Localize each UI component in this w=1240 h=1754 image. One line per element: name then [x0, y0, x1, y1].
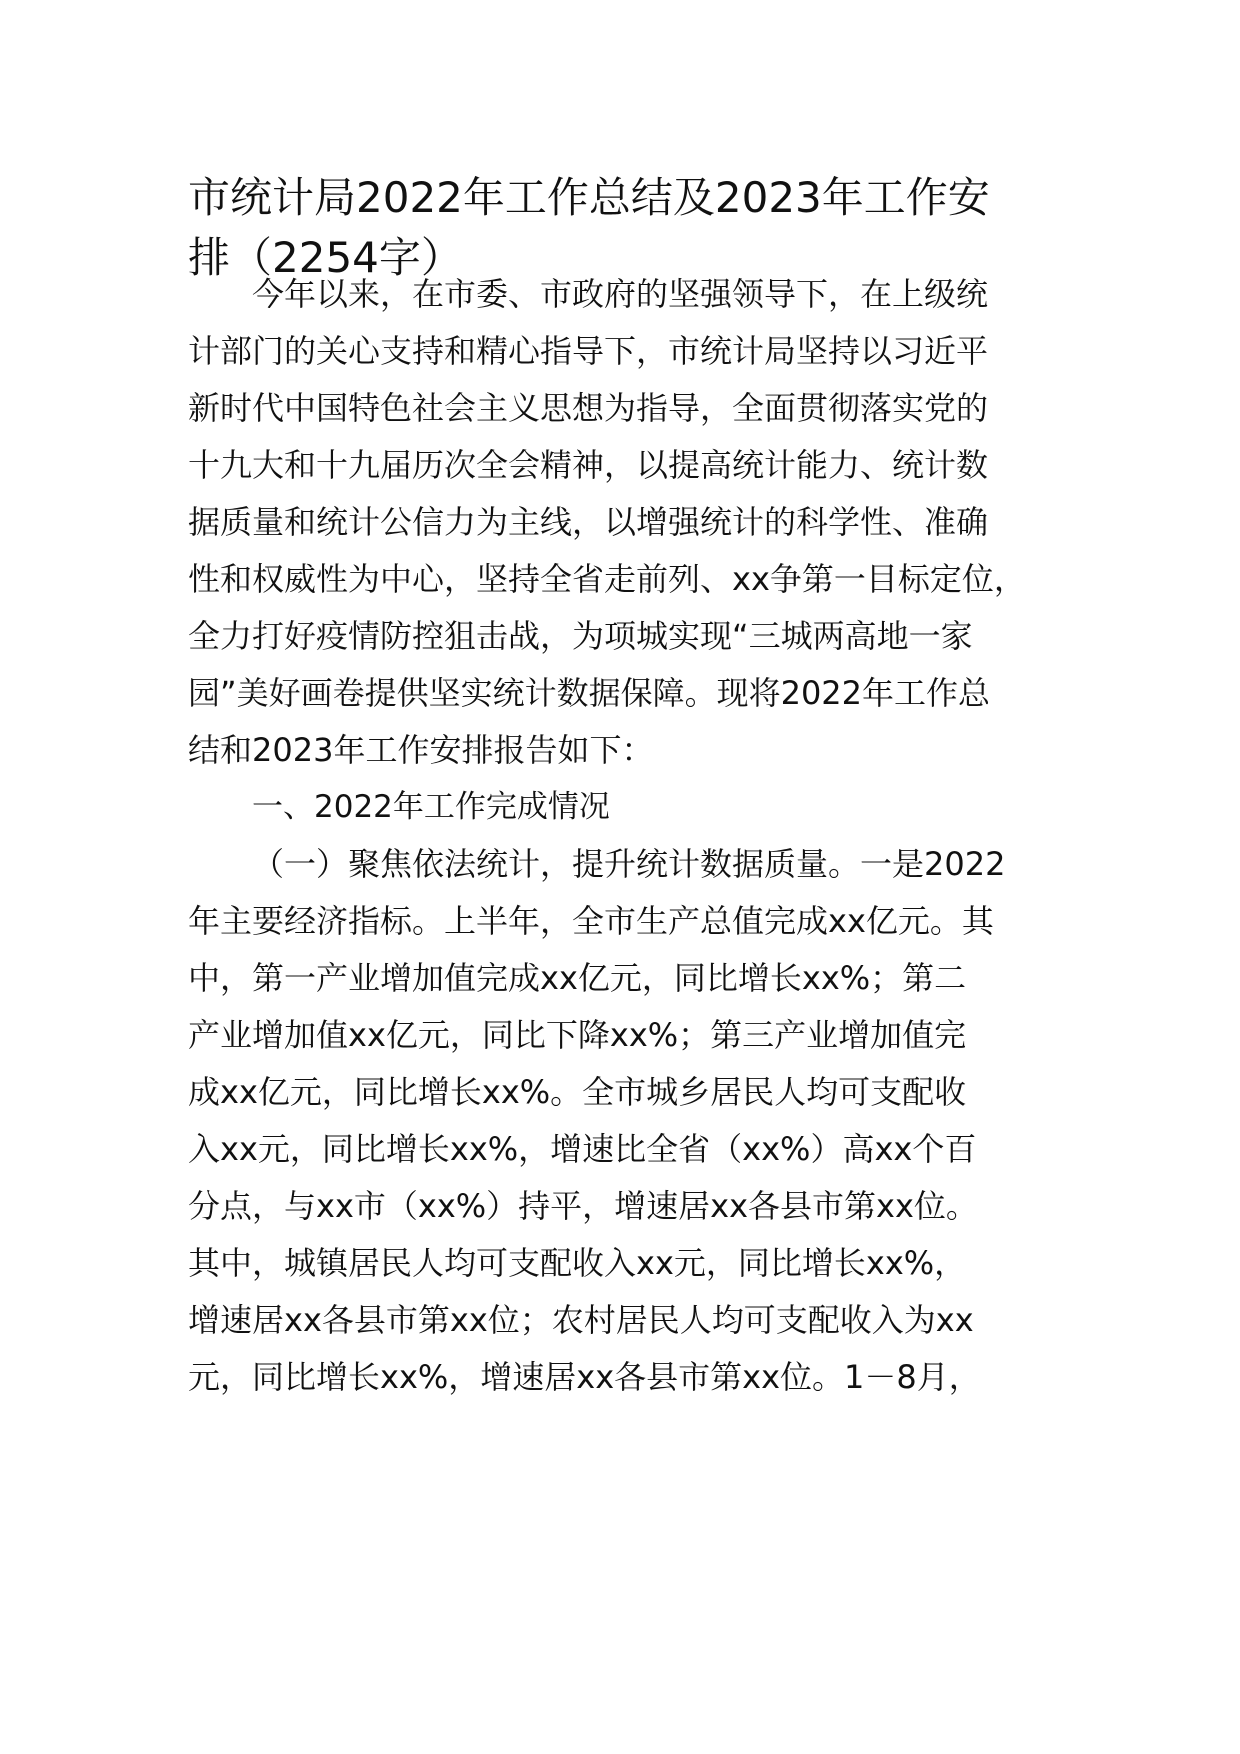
- paragraph-line: 全力打好疫情防控狙击战，为项城实现“三城两高地一家: [188, 617, 973, 655]
- paragraph-line: 新时代中国特色社会主义思想为指导，全面贯彻落实党的: [188, 389, 989, 427]
- paragraph-line: 园”美好画卷提供坚实统计数据保障。现将2022年工作总: [188, 674, 991, 712]
- paragraph-line: 据质量和统计公信力为主线，以增强统计的科学性、准确: [188, 503, 989, 541]
- paragraph-line: 成xx亿元，同比增长xx%。全市城乡居民人均可支配收: [188, 1073, 967, 1111]
- paragraph-line: 结和2023年工作安排报告如下：: [188, 731, 654, 769]
- paragraph-line: 今年以来，在市委、市政府的坚强领导下，在上级统: [252, 275, 989, 313]
- paragraph-line: 性和权威性为中心，坚持全省走前列、xx争第一目标定位，: [188, 560, 1026, 598]
- paragraph-line: 产业增加值xx亿元，同比下降xx%；第三产业增加值完: [188, 1016, 967, 1054]
- paragraph-line: 入xx元，同比增长xx%，增速比全省（xx%）高xx个百: [188, 1130, 977, 1168]
- document-title: [188, 168, 1068, 288]
- paragraph-line: 中，第一产业增加值完成xx亿元，同比增长xx%；第二: [188, 959, 967, 997]
- paragraph-line: 年主要经济指标。上半年，全市生产总值完成xx亿元。其: [188, 902, 994, 940]
- title-line-2: 排（2254字）: [188, 233, 463, 282]
- paragraph-line: （一）聚焦依法统计，提升统计数据质量。一是2022: [252, 845, 1006, 883]
- paragraph-line: 元，同比增长xx%，增速居xx各县市第xx位。1－8月，: [188, 1358, 981, 1396]
- paragraph-line: 分点，与xx市（xx%）持平，增速居xx各县市第xx位。: [188, 1187, 978, 1225]
- paragraph-line: 十九大和十九届历次全会精神，以提高统计能力、统计数: [188, 446, 989, 484]
- paragraph-line: 其中，城镇居民人均可支配收入xx元，同比增长xx%，: [188, 1244, 967, 1282]
- paragraph-line: 增速居xx各县市第xx位；农村居民人均可支配收入为xx: [188, 1301, 974, 1339]
- title-line-1: 市统计局2022年工作总结及2023年工作安: [188, 173, 990, 222]
- paragraph-line: 计部门的关心支持和精心指导下，市统计局坚持以习近平: [188, 332, 989, 370]
- section-heading: 一、2022年工作完成情况: [252, 789, 610, 825]
